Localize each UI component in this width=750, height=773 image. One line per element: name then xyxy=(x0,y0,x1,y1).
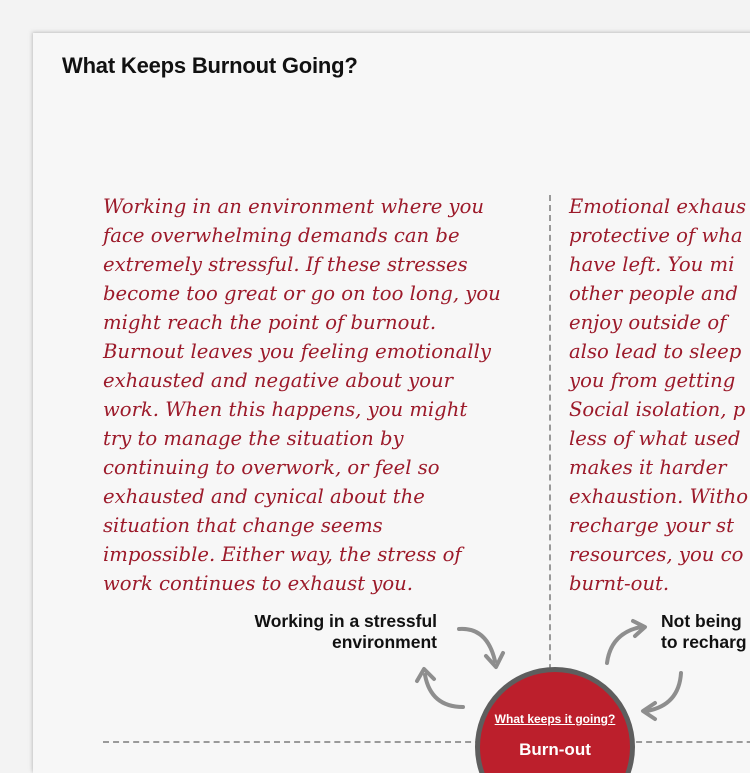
right-text-line: burnt-out. xyxy=(569,572,670,595)
left-text-line: situation that change seems xyxy=(103,514,383,537)
right-text-line: exhaustion. Witho xyxy=(569,485,748,508)
right-text-line: makes it harder xyxy=(569,456,727,479)
cycle-label-line: Working in a stressful xyxy=(254,611,437,631)
curved-arrow-icon xyxy=(633,667,693,722)
cycle-label-line: to recharg xyxy=(661,632,747,652)
left-text-line: continuing to overwork, or feel so xyxy=(103,456,440,479)
left-text-line: extremely stressful. If these stresses xyxy=(103,253,468,276)
right-text-line: less of what used xyxy=(569,427,741,450)
left-text-line: might reach the point of burnout. xyxy=(103,311,437,334)
right-panel-text xyxy=(569,192,750,598)
right-text-line: have left. You mi xyxy=(569,253,735,276)
cycle-label-line: Not being xyxy=(661,611,742,631)
right-text-line: resources, you co xyxy=(569,543,744,566)
cycle-center-label: Burn-out xyxy=(519,740,591,759)
right-text-line: recharge your st xyxy=(569,514,734,537)
right-text-line: you from getting xyxy=(569,369,736,392)
right-text-line: enjoy outside of xyxy=(569,311,727,334)
cycle-label-line: environment xyxy=(331,632,437,652)
left-text-line: Working in an environment where you xyxy=(103,195,485,218)
left-text-line: impossible. Either way, the stress of xyxy=(103,543,462,566)
right-text-line: other people and xyxy=(569,282,738,305)
right-text-line: also lead to sleep xyxy=(569,340,742,363)
left-text-line: become too great or go on too long, you xyxy=(103,282,501,305)
worksheet-page xyxy=(33,33,750,773)
page-title: What Keeps Burnout Going? xyxy=(62,53,358,78)
left-text-line: exhausted and negative about your xyxy=(103,369,453,392)
left-text-line: work continues to exhaust you. xyxy=(103,572,414,595)
left-text-line: try to manage the situation by xyxy=(103,427,404,450)
left-panel-text xyxy=(103,192,543,598)
cycle-label-stressful-environment xyxy=(255,611,438,653)
burnout-cycle-circle xyxy=(475,667,635,773)
left-text-line: work. When this happens, you might xyxy=(103,398,468,421)
left-text-line: exhausted and cynical about the xyxy=(103,485,425,508)
section-divider xyxy=(103,741,750,743)
right-text-line: Emotional exhaus xyxy=(569,195,747,218)
left-text-line: face overwhelming demands can be xyxy=(103,224,460,247)
right-text-line: Social isolation, p xyxy=(569,398,746,421)
cycle-question: What keeps it going? xyxy=(494,712,616,726)
cycle-label-not-recharging xyxy=(661,611,747,653)
left-text-line: Burnout leaves you feeling emotionally xyxy=(103,340,491,363)
curved-arrow-icon xyxy=(411,661,471,716)
right-text-line: protective of wha xyxy=(569,224,743,247)
